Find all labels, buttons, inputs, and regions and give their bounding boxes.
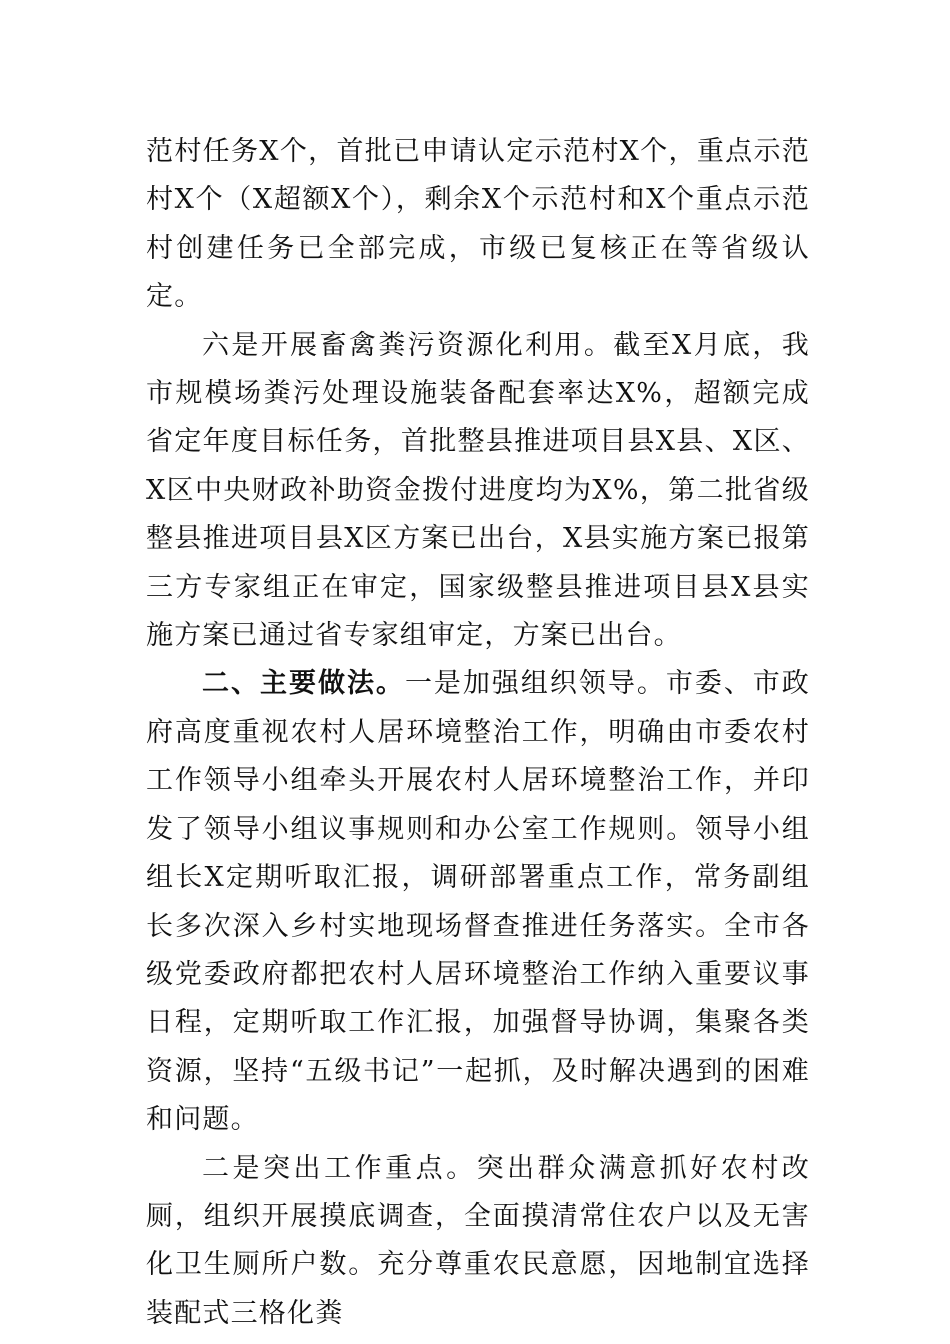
paragraph-continuation	[146, 128, 810, 322]
paragraph-main-practices	[146, 660, 810, 1144]
paragraph-text: 六是开展畜禽粪污资源化利用。截至X月底，我市规模场粪污处理设施装备配套率达X%，超额完成省定年度目标任务，首批整县推进项目县X县、X区、X区中央财政补助资金拨付进度均为X%，第二批省级整县推进项目县X区方案已出台，X县实施方案已报第三方专家组正在审定，国家级整县推进项目县X县实施方案已通过省专家组审定，方案已出台。	[146, 329, 810, 652]
section-heading: 二、主要做法。	[202, 668, 405, 700]
paragraph-text: 范村任务X个，首批已申请认定示范村X个，重点示范村X个（X超额X个），剩余X个示范村和X个重点示范村创建任务已全部完成，市级已复核正在等省级认定。	[146, 136, 810, 313]
document-body	[146, 128, 810, 1338]
paragraph-text: 一是加强组织领导。市委、市政府高度重视农村人居环境整治工作，明确由市委农村工作领导小组牵头开展农村人居环境整治工作，并印发了领导小组议事规则和办公室工作规则。领导小组组长X定期听取汇报，调研部署重点工作，常务副组长多次深入乡村实地现场督查推进任务落实。全市各级党委政府都把农村人居环境整治工作纳入重要议事日程，定期听取工作汇报，加强督导协调，集聚各类资源，坚持“五级书记”一起抓，及时解决遇到的困难和问题。	[146, 668, 810, 1136]
paragraph-manure-utilization	[146, 322, 810, 661]
paragraph-text: 二是突出工作重点。突出群众满意抓好农村改厕，组织开展摸底调查，全面摸清常住农户以及无害化卫生厕所户数。充分尊重农民意愿，因地制宜选择装配式三格化粪	[146, 1152, 810, 1329]
paragraph-work-focus	[146, 1145, 810, 1339]
